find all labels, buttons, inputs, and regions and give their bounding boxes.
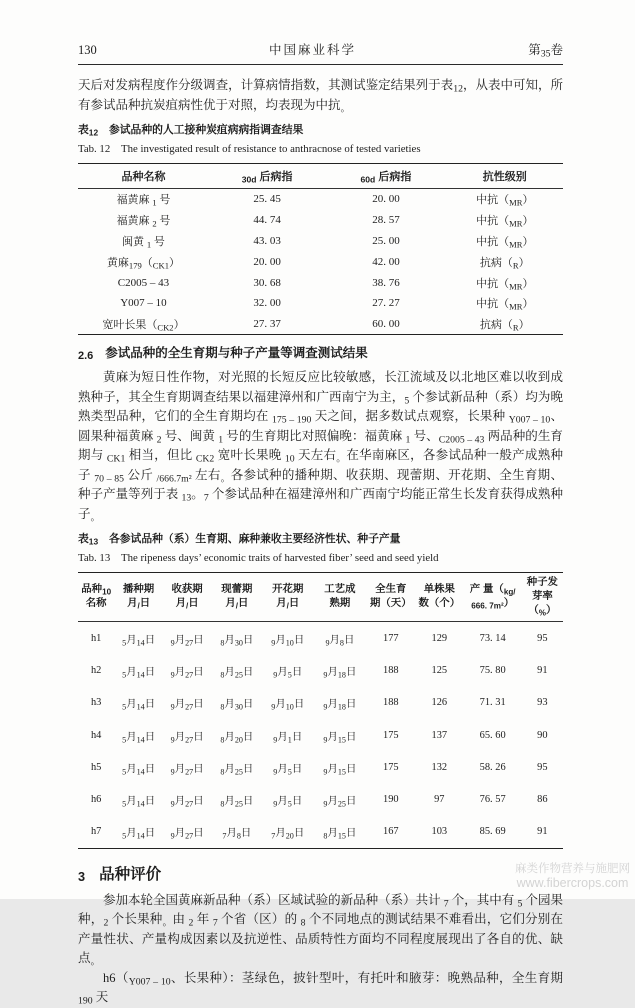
col-header-resist: 抗性级别 [447,164,563,189]
table-cell: 抗病$(_R)$ [479,256,530,271]
table-cell: $_5$月$_{14}$日 [122,763,156,777]
table-cell: $_9$月$_8$日 [325,635,355,648]
table-cell: 65. 60 [479,729,506,741]
table-cell: 188 [383,665,399,677]
table-cell: 95 [537,633,548,645]
table-cell: 中抗$(_{MR})$ [476,215,534,229]
table-cell: 190 [383,794,399,805]
table-cell: 103 [431,826,448,838]
table-cell: 97 [434,794,445,805]
table-cell: 175 [383,729,399,741]
journal-title: 中国麻业科学 [268,43,356,57]
table-cell: 137 [431,729,448,741]
table-cell: $_8$月$_{20}$日 [220,731,254,744]
table-cell: h5 [90,761,102,773]
table-cell: 25. 00 [372,234,400,247]
col-header-yield: 产 量（$_{kg/}$ $_{666. 7m^2}$） [464,573,522,622]
col-header-germ: 种子发 芽率$(_{\%})$ [522,573,563,622]
growth-period-paragraph: 黄麻为短日性作物，对光照的长短反应比较敏感，长江流域及以北地区难以收到成熟种子，其全生育期调查结果以福建漳州和广西南宁为主，$_5$ 个参试新品种（系）均为晚熟类型品种，它们的全生育期均在 $_{175 - 190}$ 天之间，据多数试点观察，长果种 $_{Y007 - 10}$、圆果种福黄麻 $_2$ 号、闽黄 $_1$ 号的生育期比对照偏晚：福黄麻 $_1$ 号、$_{C2005 - 43}$ 两品种的生育期与 $_{CK1}$ 相当，但比 $_{CK2}$ 宽叶长果晚 $_{10}$ 天左右$_。$在华南麻区，各参试品种一般产成熟种子 $_{70 - 85}$ 公斤 $_{/666.7m^2}$ 左右$_。$各参试种的播种期、收获期、现蕾期、开花期、全生育期、种子产量等列于表 $_{13}$。$_7$ 个参试品种在福建漳州和广西南宁均能正常生长发育获得成熟种子$_。$ [78,370,563,524]
table-cell: 27. 27 [372,297,400,310]
section-2-6-title: 参试品种的全生育期与种子产量等调查测试结果 [105,346,368,361]
table13-caption-en: Tab. 13 The ripeness days’ economic traits of harvested fiber’ seed and seed yield [78,552,439,565]
table-cell: $_5$月$_{14}$日 [122,828,156,841]
col-header-budding: 现蕾期 月$_/$日 [211,573,262,622]
table-cell: 188 [383,697,399,709]
table-cell: 126 [431,697,448,709]
col-header-flowering: 开花期 月$_/$日 [262,573,313,622]
table12-body [78,189,563,335]
h6-description-paragraph: $h6(_{Y007 - 10}$、长果种）：茎绿色，披针型叶，有托叶和腋芽：晚熟品种，全生育期 $_{190}$ 天 [78,970,563,1007]
table13-body [78,622,563,848]
table-cell: $_9$月$_{27}$日 [170,731,204,744]
table-cell: C2005 – 43 [117,276,170,289]
table-cell: $_8$月$_{30}$日 [220,635,254,648]
table-cell: $_5$月$_{14}$日 [122,667,156,680]
col-header-fruits: 单株果 数（个） [415,573,464,622]
table-cell: 38. 76 [372,276,400,289]
table-header-row [78,164,563,189]
table-cell: 30. 68 [253,276,281,289]
table-cell: 129 [431,633,448,645]
table-cell: h3 [90,697,102,709]
table-row [78,622,563,655]
table-cell: $_9$月$_{10}$日 [271,699,305,712]
table-row [78,293,563,314]
table-cell: $_9$月$_{27}$日 [170,828,204,841]
table-row [78,231,563,252]
table-cell: 20. 00 [253,255,281,268]
table-row [78,189,563,210]
table-cell: 宽叶长果$(_{CK2})$ [102,319,185,333]
table-cell: 20. 00 [372,193,400,206]
table-row [78,816,563,849]
col-header-harvest: 收获期 月$_/$日 [163,573,212,622]
table-row [78,314,563,335]
table-cell: h6 [90,794,102,805]
table-cell: h7 [90,826,102,838]
anthracnose-table [78,163,563,335]
table-cell: $_9$月$_5$日 [273,763,303,777]
table-cell: 43. 03 [253,234,281,247]
table-cell: $_9$月$_{27}$日 [170,763,204,777]
table-cell: $_9$月$_{25}$日 [323,796,357,809]
col-header-60d: $_{60d}$ 后病指 [325,164,446,189]
watermark [515,863,630,890]
table-cell: $_9$月$_{15}$日 [323,731,357,744]
table-cell: $_5$月$_{14}$日 [122,731,156,744]
table-row [78,251,563,272]
table-cell: 58. 26 [479,761,506,773]
table-cell: 32. 00 [253,297,281,310]
col-header-variety: 品种名称 [78,164,209,189]
table-cell: $_9$月$_{27}$日 [170,667,204,680]
table-cell: 167 [383,826,399,838]
table-header-row [78,573,563,622]
table-cell: 91 [537,826,548,838]
table-cell: $_5$月$_{14}$日 [122,796,156,809]
table-cell: $_8$月$_{30}$日 [220,699,254,712]
section-3-title: 品种评价 [99,865,162,883]
table-cell: 71. 31 [479,697,506,709]
table-cell: $_8$月$_{25}$日 [220,763,254,777]
table-cell: $_9$月$_5$日 [273,667,303,680]
table-row [78,751,563,783]
table-cell: 76. 57 [479,794,506,805]
table-cell: $_9$月$_1$日 [273,731,303,744]
table-cell: $_9$月$_{18}$日 [323,699,357,712]
table-cell: 125 [431,665,448,677]
table-cell: 85. 69 [479,826,506,838]
col-header-period: 全生育 期（天） [367,573,416,622]
table-cell: 73. 14 [479,633,506,645]
table-cell: h2 [90,665,102,677]
table-cell: 福黄麻 $_2$ 号 [116,215,171,229]
table-cell: 中抗$(_{MR})$ [476,277,534,291]
evaluation-paragraph: 参加本轮全国黄麻新品种（系）区域试验的新品种（系）共计 $_7$ 个，其中有 $_5$ 个园果种，$_2$ 个长果种$_。$由 $_2$ 年 $_7$ 个省（区）的 $_8$ 个不同地点的测试结果不难看出，它们分别在产量性状、产量构成因素以及抗逆性、品质特性方面均不同程度展现出了各自的优、缺点$_。$ [78,892,563,968]
section-2-6-number: 2.6 [78,350,94,363]
table-cell: $_9$月$_{27}$日 [170,635,204,648]
table-cell: h1 [90,633,102,645]
col-header-sowing: 播种期 月$_/$日 [114,573,163,622]
table-cell: $_8$月$_{15}$日 [323,828,357,841]
watermark-url: www.fibercrops.com [516,876,629,890]
table-cell: 福黄麻 $_1$ 号 [116,194,171,208]
table-cell: $_7$月$_{20}$日 [271,828,305,841]
col-header-maturity: 工艺成 熟期 [313,573,366,622]
table-cell: 中抗$(_{MR})$ [476,298,534,312]
table-cell: $_8$月$_{25}$日 [220,796,254,809]
table-cell: $_8$月$_{25}$日 [220,667,254,680]
table12-caption-zh: 表$_{12}$ 参试品种的人工接种炭疽病病指调查结果 [78,124,304,138]
table-row [78,210,563,231]
table-cell: 27. 37 [253,318,281,331]
table-cell: Y007 – 10 [120,297,167,310]
table-cell: 黄麻$_{179}(_{CK1})$ [106,256,181,271]
table13-caption-zh: 表$_{13}$ 各参试品种（系）生育期、麻种兼收主要经济性状、种子产量 [78,533,401,547]
table-cell: 28. 57 [372,214,400,227]
table-cell: h4 [90,729,102,741]
section-2-6-heading [78,343,563,361]
table-cell: $_9$月$_{10}$日 [271,635,305,648]
table-cell: 90 [537,729,548,741]
table-cell: $_9$月$_{18}$日 [323,667,357,680]
table-cell: $_9$月$_{27}$日 [170,699,204,712]
table-cell: 175 [383,761,399,773]
section-3-heading [78,862,563,884]
table-cell: $_9$月$_5$日 [273,796,303,809]
table-cell: 60. 00 [372,318,400,331]
table12-caption-en: Tab. 12 The investigated result of resistance to anthracnose of tested varieties [78,143,421,155]
table-cell: 95 [537,761,548,773]
volume-label: 第$_{35}$卷 [528,43,563,60]
table-cell: $_7$月$_8$日 [222,828,252,841]
table-cell: 25. 45 [253,193,281,206]
table-row [78,655,563,687]
section-3-number: 3 [78,868,86,884]
table-row [78,783,563,815]
table-row [78,719,563,751]
watermark-site-name: 麻类作物营养与施肥网 [515,863,630,875]
economic-traits-table [78,572,563,848]
table-cell: $_5$月$_{14}$日 [122,635,156,648]
table-cell: 75. 80 [479,665,506,677]
table-cell: 中抗$(_{MR})$ [476,194,534,208]
table-cell: $_9$月$_{27}$日 [170,796,204,809]
table-cell: $_5$月$_{14}$日 [122,699,156,712]
table-cell: $_9$月$_{15}$日 [323,763,357,777]
table-row [78,272,563,293]
table-cell: 132 [431,761,448,773]
running-head [78,40,563,65]
page-number: 130 [78,43,97,57]
table-cell: 86 [537,794,548,805]
intro-paragraph: 天后对发病程度作分级调查，计算病情指数，其测试鉴定结果列于表$_{12}$，从表中可知，所有参试品种抗炭疽病性优于对照，均表现为中抗$_。$ [78,78,563,115]
table-cell: 中抗$(_{MR})$ [476,235,534,250]
table-cell: 91 [537,665,548,677]
table-row [78,687,563,719]
col-header-name: 品种$_{10}$ 名称 [78,573,114,622]
table-cell: 93 [537,697,548,709]
table-cell: 177 [383,633,399,645]
table-cell: 42. 00 [372,255,400,268]
table-cell: 闽黄 $_1$ 号 [122,235,165,250]
table-cell: 抗病$(_R)$ [479,319,530,333]
table-cell: 44. 74 [253,214,281,227]
col-header-30d: $_{30d}$ 后病指 [209,164,325,189]
